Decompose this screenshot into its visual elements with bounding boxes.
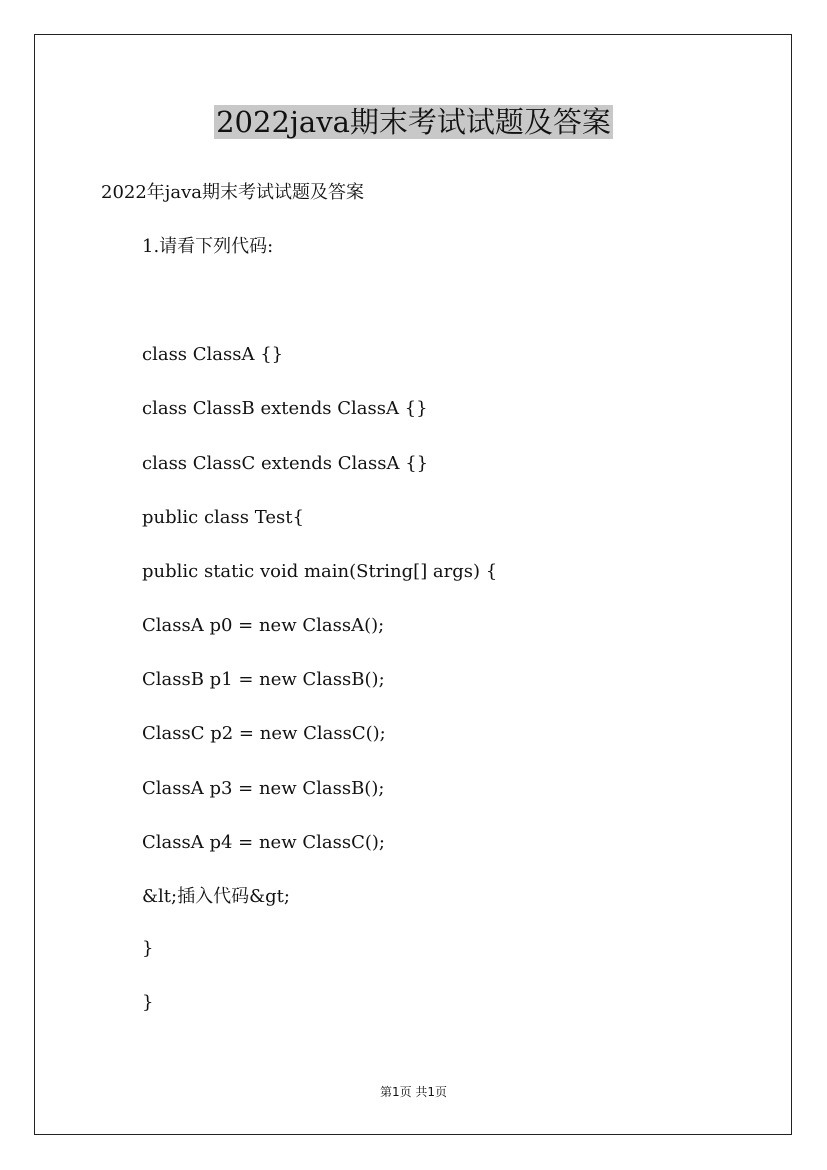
document-title (0, 102, 827, 142)
code-line: } (142, 938, 154, 959)
page-footer: 第1页 共1页 (379, 1085, 448, 1099)
code-line: class ClassB extends ClassA {} (142, 398, 428, 419)
code-line: &lt;插入代码&gt; (142, 886, 290, 907)
code-line: class ClassA {} (142, 344, 284, 365)
code-line: ClassA p3 = new ClassB(); (142, 778, 385, 799)
document-title-text: 2022java期末考试试题及答案 (216, 105, 611, 139)
document-subtitle: 2022年java期末考试试题及答案 (101, 182, 365, 203)
question-intro: 1.请看下列代码: (142, 236, 274, 257)
code-line: public static void main(String[] args) { (142, 561, 498, 582)
code-line: public class Test{ (142, 507, 304, 528)
code-line: ClassB p1 = new ClassB(); (142, 669, 385, 690)
code-line: } (142, 992, 154, 1013)
code-line: ClassA p0 = new ClassA(); (142, 615, 385, 636)
code-line: ClassC p2 = new ClassC(); (142, 723, 386, 744)
code-line: ClassA p4 = new ClassC(); (142, 832, 385, 853)
code-line: class ClassC extends ClassA {} (142, 453, 429, 474)
